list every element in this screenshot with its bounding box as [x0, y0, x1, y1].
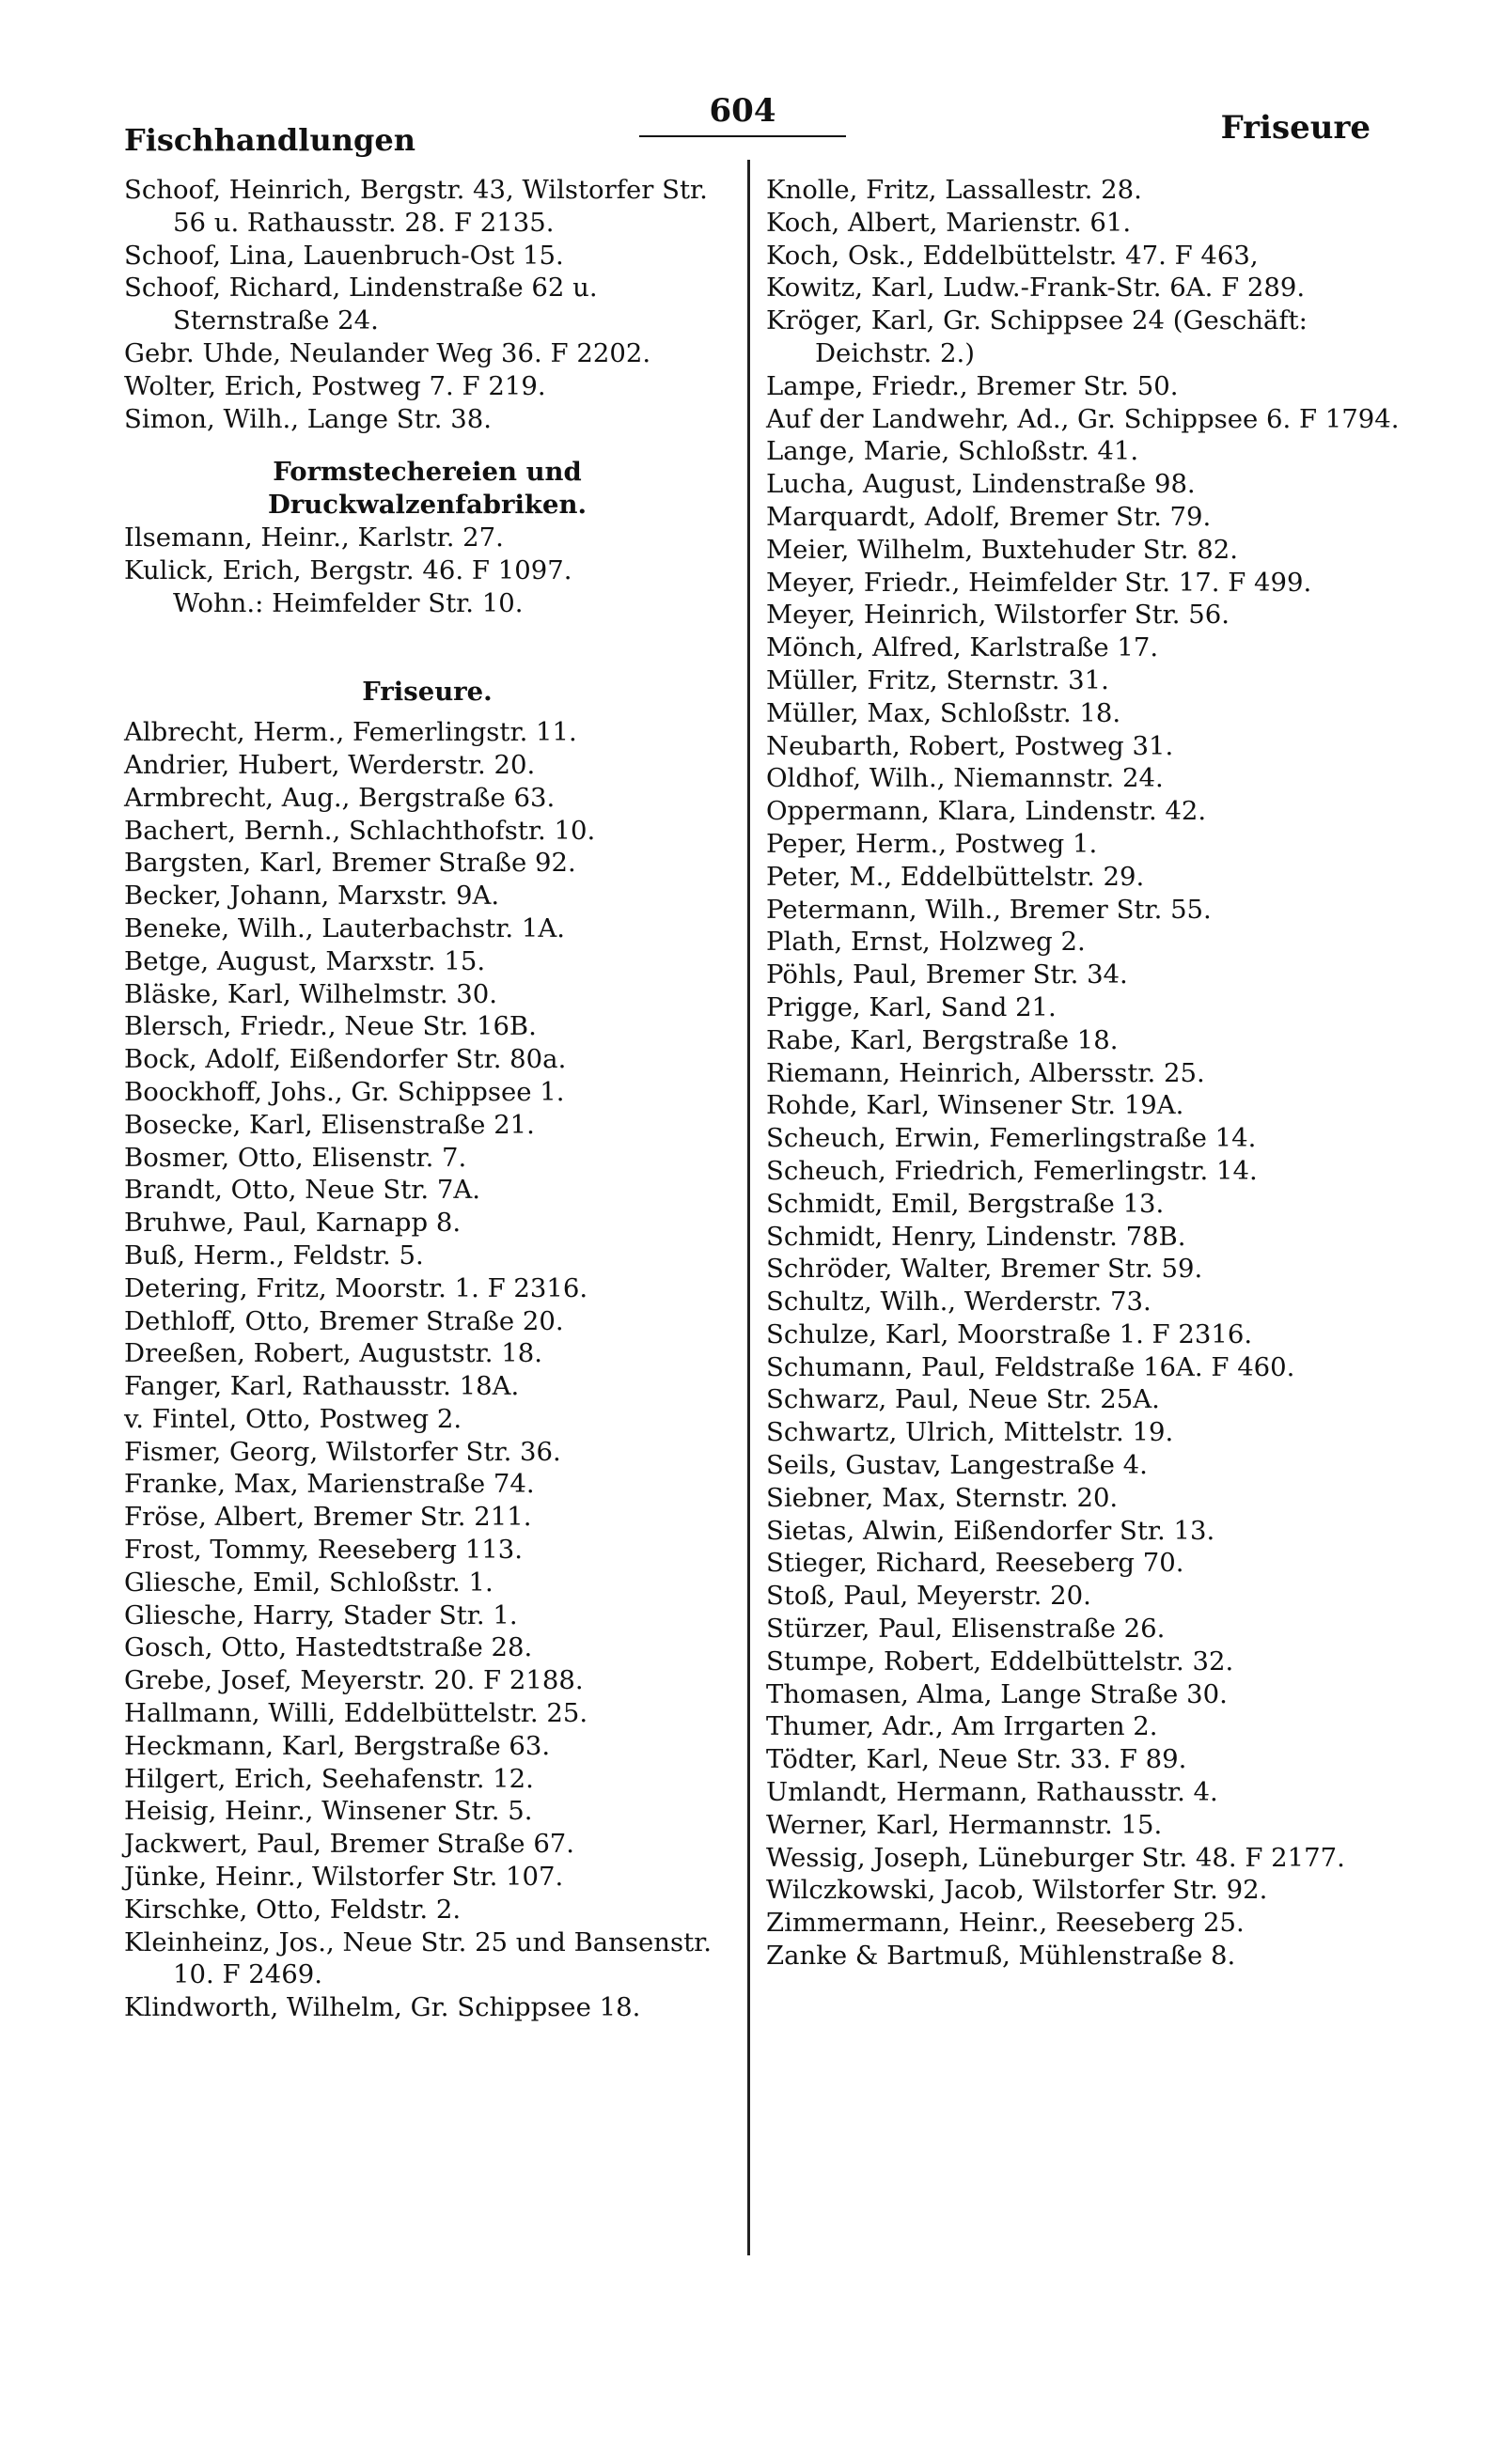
directory-entry: Schoof, Heinrich, Bergstr. 43, Wilstorfer Str. 56 u. Rathausstr. 28. F 2135. — [124, 175, 708, 238]
directory-entry: Müller, Max, Schloßstr. 18. — [766, 697, 1121, 728]
directory-entry: Auf der Landwehr, Ad., Gr. Schippsee 6. F 1794. — [766, 403, 1400, 434]
directory-entry: Brandt, Otto, Neue Str. 7A. — [124, 1175, 480, 1206]
directory-entry: Seils, Gustav, Langestraße 4. — [766, 1450, 1148, 1481]
directory-entry: Heisig, Heinr., Winsener Str. 5. — [124, 1796, 533, 1827]
directory-entry: Schulze, Karl, Moorstraße 1. F 2316. — [766, 1318, 1253, 1349]
directory-entry: Prigge, Karl, Sand 21. — [766, 991, 1057, 1022]
directory-entry: Fanger, Karl, Rathausstr. 18A. — [124, 1371, 520, 1402]
directory-entry: Becker, Johann, Marxstr. 9A. — [124, 881, 500, 912]
directory-entry: Schoof, Lina, Lauenbruch-Ost 15. — [124, 240, 564, 271]
page-number: 604 — [639, 92, 846, 137]
directory-entry: Rohde, Karl, Winsener Str. 19A. — [766, 1090, 1184, 1121]
directory-entry: Kirschke, Otto, Feldstr. 2. — [124, 1894, 462, 1925]
directory-entry: Jünke, Heinr., Wilstorfer Str. 107. — [124, 1862, 564, 1893]
directory-entry: Thumer, Adr., Am Irrgarten 2. — [766, 1711, 1158, 1742]
directory-entry: Jackwert, Paul, Bremer Straße 67. — [124, 1829, 575, 1860]
directory-entry: Schumann, Paul, Feldstraße 16A. F 460. — [766, 1351, 1295, 1382]
directory-entry: Petermann, Wilh., Bremer Str. 55. — [766, 894, 1212, 925]
directory-entry: Fismer, Georg, Wilstorfer Str. 36. — [124, 1436, 561, 1467]
directory-entry: Bock, Adolf, Eißendorfer Str. 80a. — [124, 1044, 567, 1075]
directory-entry: Peter, M., Eddelbüttelstr. 29. — [766, 861, 1145, 892]
directory-entry: Gliesche, Emil, Schloßstr. 1. — [124, 1567, 494, 1598]
directory-entry: Meyer, Friedr., Heimfelder Str. 17. F 499. — [766, 567, 1312, 598]
directory-entry: Lange, Marie, Schloßstr. 41. — [766, 436, 1139, 467]
directory-entry: Frost, Tommy, Reeseberg 113. — [124, 1535, 523, 1566]
formstechereien-list — [124, 522, 730, 619]
directory-entry: Lampe, Friedr., Bremer Str. 50. — [766, 370, 1179, 401]
directory-entry: Neubarth, Robert, Postweg 31. — [766, 730, 1174, 761]
running-head-right: Friseure — [1220, 109, 1371, 147]
entry-continuation: Wohn.: Heimfelder Str. 10. — [173, 587, 524, 618]
section-heading-formstechereien: Formstechereien und Druckwalzenfabriken. — [267, 457, 588, 521]
directory-entry: Riemann, Heinrich, Albersstr. 25. — [766, 1057, 1205, 1088]
directory-entry: Oppermann, Klara, Lindenstr. 42. — [766, 796, 1207, 827]
directory-entry: Schröder, Walter, Bremer Str. 59. — [766, 1254, 1203, 1285]
directory-entry: Boockhoff, Johs., Gr. Schippsee 1. — [124, 1076, 565, 1107]
directory-entry: Gebr. Uhde, Neulander Weg 36. F 2202. — [124, 337, 651, 368]
directory-entry: Bruhwe, Paul, Karnapp 8. — [124, 1208, 462, 1239]
directory-entry: Heckmann, Karl, Bergstraße 63. — [124, 1730, 551, 1761]
column-divider — [747, 160, 750, 2255]
directory-entry: Müller, Fritz, Sternstr. 31. — [766, 664, 1109, 695]
directory-entry: Kröger, Karl, Gr. Schippsee 24 (Geschäft: Deichstr. 2.) — [766, 305, 1308, 368]
directory-entry: Thomasen, Alma, Lange Straße 30. — [766, 1678, 1228, 1709]
directory-entry: Grebe, Josef, Meyerstr. 20. F 2188. — [124, 1665, 584, 1696]
directory-entry: Bachert, Bernh., Schlachthofstr. 10. — [124, 815, 596, 846]
directory-entry: Gosch, Otto, Hastedtstraße 28. — [124, 1632, 533, 1663]
directory-entry: Oldhof, Wilh., Niemannstr. 24. — [766, 763, 1164, 794]
directory-entry: Kowitz, Karl, Ludw.-Frank-Str. 6A. F 289. — [766, 273, 1306, 304]
section-heading-friseure: Friseure. — [362, 677, 493, 708]
directory-entry: Lucha, August, Lindenstraße 98. — [766, 469, 1196, 500]
friseure-list — [124, 716, 730, 2024]
left-column — [124, 174, 730, 2024]
directory-entry: Wessig, Joseph, Lüneburger Str. 48. F 2177. — [766, 1842, 1345, 1873]
directory-entry: Bargsten, Karl, Bremer Straße 92. — [124, 848, 576, 879]
directory-entry: Stoß, Paul, Meyerstr. 20. — [766, 1581, 1091, 1612]
directory-entry: Kleinheinz, Jos., Neue Str. 25 und Bansenstr. 10. F 2469. — [124, 1926, 713, 1990]
directory-entry: Pöhls, Paul, Bremer Str. 34. — [766, 959, 1128, 990]
directory-entry: Sietas, Alwin, Eißendorfer Str. 13. — [766, 1515, 1215, 1546]
directory-entry: Dethloff, Otto, Bremer Straße 20. — [124, 1305, 564, 1336]
directory-entry: Stieger, Richard, Reeseberg 70. — [766, 1548, 1184, 1579]
fischhandlungen-list — [124, 174, 730, 435]
directory-entry: Plath, Ernst, Holzweg 2. — [766, 927, 1086, 958]
directory-entry: Bosecke, Karl, Elisenstraße 21. — [124, 1109, 535, 1140]
directory-entry: Buß, Herm., Feldstr. 5. — [124, 1240, 424, 1271]
directory-entry: Franke, Max, Marienstraße 74. — [124, 1469, 535, 1500]
directory-entry: Peper, Herm., Postweg 1. — [766, 828, 1098, 859]
directory-entry: Schwartz, Ulrich, Mittelstr. 19. — [766, 1417, 1174, 1448]
directory-entry: Beneke, Wilh., Lauterbachstr. 1A. — [124, 912, 566, 943]
directory-entry: Zanke & Bartmuß, Mühlenstraße 8. — [766, 1941, 1236, 1972]
directory-entry: Scheuch, Erwin, Femerlingstraße 14. — [766, 1123, 1257, 1154]
directory-entry: Knolle, Fritz, Lassallestr. 28. — [766, 175, 1142, 205]
directory-entry: Zimmermann, Heinr., Reeseberg 25. — [766, 1908, 1245, 1939]
directory-entry: Koch, Osk., Eddelbüttelstr. 47. F 463, — [766, 240, 1259, 271]
directory-entry: Siebner, Max, Sternstr. 20. — [766, 1482, 1119, 1513]
directory-entry: Bläske, Karl, Wilhelmstr. 30. — [124, 978, 498, 1009]
directory-entry: Albrecht, Herm., Femerlingstr. 11. — [124, 717, 577, 748]
directory-entry: Stürzer, Paul, Elisenstraße 26. — [766, 1614, 1166, 1645]
running-head-left: Fischhandlungen — [124, 122, 415, 158]
directory-entry: Koch, Albert, Marienstr. 61. — [766, 207, 1132, 238]
directory-entry: Meyer, Heinrich, Wilstorfer Str. 56. — [766, 600, 1230, 631]
directory-entry: Hallmann, Willi, Eddelbüttelstr. 25. — [124, 1698, 588, 1729]
directory-entry: Ilsemann, Heinr., Karlstr. 27. — [124, 522, 504, 553]
directory-entry: Stumpe, Robert, Eddelbüttelstr. 32. — [766, 1645, 1234, 1676]
directory-entry: Gliesche, Harry, Stader Str. 1. — [124, 1599, 518, 1630]
directory-entry: Umlandt, Hermann, Rathausstr. 4. — [766, 1777, 1218, 1808]
directory-entry: Mönch, Alfred, Karlstraße 17. — [766, 632, 1159, 663]
directory-entry: Scheuch, Friedrich, Femerlingstr. 14. — [766, 1155, 1258, 1186]
directory-entry: Fröse, Albert, Bremer Str. 211. — [124, 1502, 532, 1533]
directory-entry: v. Fintel, Otto, Postweg 2. — [124, 1403, 462, 1434]
directory-entry: Betge, August, Marxstr. 15. — [124, 945, 486, 976]
directory-entry: Wolter, Erich, Postweg 7. F 219. — [124, 370, 546, 401]
directory-entry: Tödter, Karl, Neue Str. 33. F 89. — [766, 1744, 1187, 1775]
right-column — [766, 174, 1405, 1973]
directory-entry: Andrier, Hubert, Werderstr. 20. — [124, 749, 536, 780]
directory-entry: Armbrecht, Aug., Bergstraße 63. — [124, 782, 556, 813]
directory-entry: Kulick, Erich, Bergstr. 46. F 1097. — [124, 554, 572, 585]
directory-entry: Meier, Wilhelm, Buxtehuder Str. 82. — [766, 534, 1238, 565]
directory-entry: Simon, Wilh., Lange Str. 38. — [124, 403, 492, 434]
directory-entry: Klindworth, Wilhelm, Gr. Schippsee 18. — [124, 1992, 641, 2023]
directory-entry: Wilczkowski, Jacob, Wilstorfer Str. 92. — [766, 1875, 1268, 1906]
directory-entry: Hilgert, Erich, Seehafenstr. 12. — [124, 1763, 534, 1794]
directory-entry: Marquardt, Adolf, Bremer Str. 79. — [766, 501, 1212, 532]
directory-entry: Schmidt, Emil, Bergstraße 13. — [766, 1188, 1165, 1219]
directory-entry: Werner, Karl, Hermannstr. 15. — [766, 1809, 1163, 1840]
directory-entry: Dreeßen, Robert, Auguststr. 18. — [124, 1338, 542, 1369]
page-header — [0, 85, 1504, 160]
friseure-list-continued — [766, 174, 1405, 1973]
directory-entry: Schmidt, Henry, Lindenstr. 78B. — [766, 1221, 1186, 1252]
directory-entry: Rabe, Karl, Bergstraße 18. — [766, 1024, 1119, 1055]
directory-entry: Schoof, Richard, Lindenstraße 62 u. Sternstraße 24. — [124, 273, 598, 336]
directory-entry: Bosmer, Otto, Elisenstr. 7. — [124, 1142, 467, 1173]
directory-entry: Detering, Fritz, Moorstr. 1. F 2316. — [124, 1272, 588, 1303]
directory-entry: Schwarz, Paul, Neue Str. 25A. — [766, 1384, 1160, 1415]
directory-entry: Schultz, Wilh., Werderstr. 73. — [766, 1287, 1152, 1318]
directory-entry: Blersch, Friedr., Neue Str. 16B. — [124, 1011, 537, 1042]
